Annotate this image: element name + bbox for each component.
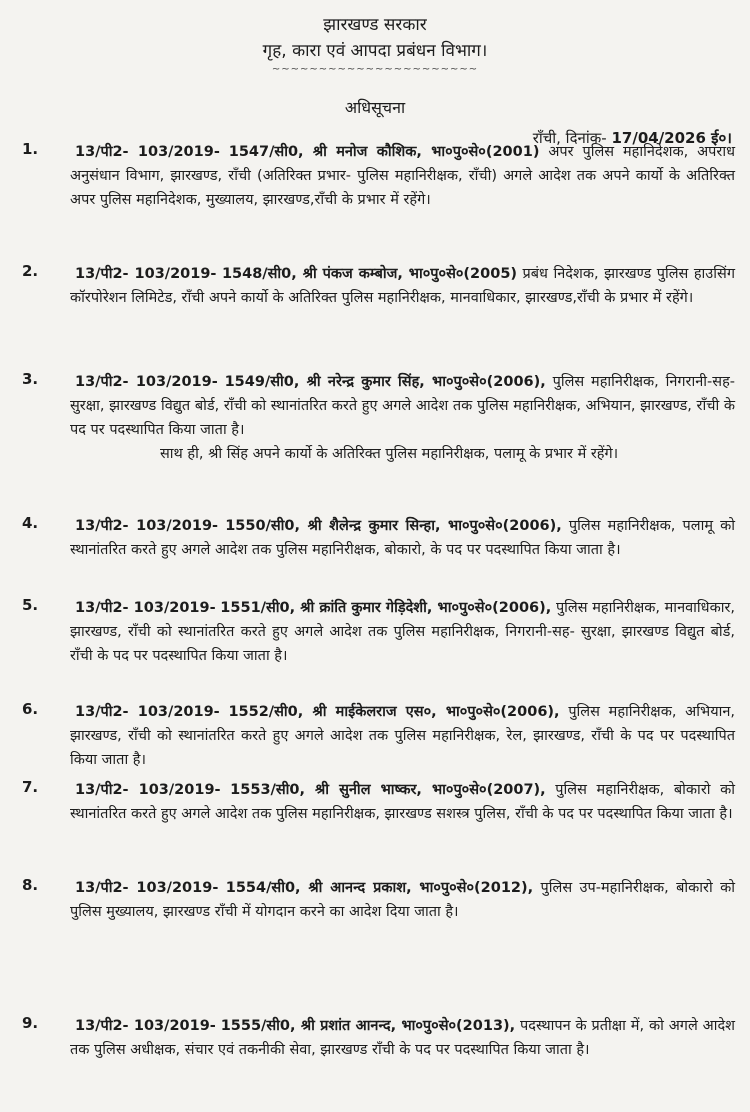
item-reference: 13/पी2- 103/2019- [75,704,220,720]
item-number: 7. [22,778,39,796]
item-text: पुलिस महानिरीक्षक, मानवाधिकार, झारखण्ड, राँची को स्थानांतरित करते हुए अगले आदेश तक पुलिस महानिरीक्षक, निगरानी-सह- सुरक्षा, झारखण्ड विद्युत बोर्ड, राँची के पद पर पदस्थापित किया जाता है। [70,600,736,664]
item-number: 8. [22,876,39,894]
item-body [70,1014,735,1062]
item-reference: 13/पी2- 103/2019- [75,374,218,390]
item-reference: 13/पी2- 103/2019- [75,880,219,896]
item-text: अपर पुलिस महानिदेशक, अपराध अनुसंधान विभाग, झारखण्ड, राँची (अतिरिक्त प्रभार- पुलिस महानिरीक्षक, राँची) अगले आदेश तक अपने कार्यो के अतिरिक्त अपर पुलिस महानिदेशक, मुख्यालय, झारखण्ड,राँची के प्रभार में रहेंगे। [70,144,736,208]
item-body [70,876,735,924]
item-memo: 1555/सी0, श्री प्रशांत आनन्द, भा०पु०से०(2013), [220,1018,516,1034]
header-ornament: ~~~~~~~~~~~~~~~~~~~~~~ [271,64,479,75]
item-body [70,140,735,212]
item-text: पुलिस महानिरीक्षक, निगरानी-सह- सुरक्षा, झारखण्ड विद्युत बोर्ड, राँची को स्थानांतरित करते हुए अगले आदेश तक पुलिस महानिरीक्षक, अभियान, झारखण्ड, राँची के पद पर पदस्थापित किया जाता है। [70,374,736,438]
item-number: 5. [22,596,39,614]
item-extra: साथ ही, श्री सिंह अपने कार्यो के अतिरिक्त पुलिस महानिरीक्षक, पलामू के प्रभार में रहेंगे। [160,446,619,462]
item-text: पुलिस महानिरीक्षक, बोकारो को स्थानांतरित करते हुए अगले आदेश तक पुलिस महानिरीक्षक, झारखण्ड सशस्त्र पुलिस, राँची के पद पर पदस्थापित किया जाता है। [70,782,735,822]
item-memo: 1553/सी0, श्री सुनील भाष्कर, भा०पु०से०(2007), [230,782,546,798]
item-body [70,778,735,826]
item-body [70,700,735,772]
date-prefix: राँची, दिनांक- [532,129,607,147]
item-body [70,514,735,562]
item-reference: 13/पी2- 103/2019- [75,600,216,616]
item-text: पुलिस उप-महानिरीक्षक, बोकारो को पुलिस मुख्यालय, झारखण्ड राँची में योगदान करने का आदेश दिया जाता है। [70,880,736,920]
item-reference: 13/पी2- 103/2019- [75,1018,216,1034]
item-body [70,262,735,310]
item-text: प्रबंध निदेशक, झारखण्ड पुलिस हाउसिंग कॉरपोरेशन लिमिटेड, राँची अपने कार्यो के अतिरिक्त पुलिस महानिरीक्षक, मानवाधिकार, झारखण्ड,राँची के प्रभार में रहेंगे। [70,266,735,306]
item-reference: 13/पी2- 103/2019- [75,266,217,282]
notification-title: अधिसूचना [344,98,406,117]
item-memo: 1549/सी0, श्री नरेन्द्र कुमार सिंह, भा०पु०से०(2006), [224,374,546,390]
notification-date: 17/04/2026 ई०। [611,129,732,147]
item-number: 3. [22,370,39,388]
item-number: 4. [22,514,39,532]
item-memo: 1550/सी0, श्री शैलेन्द्र कुमार सिन्हा, भा०पु०से०(2006), [225,518,562,534]
department-name: गृह, कारा एवं आपदा प्रबंधन विभाग। [262,41,488,61]
item-text: पुलिस महानिरीक्षक, पलामू को स्थानांतरित करते हुए अगले आदेश तक पुलिस महानिरीक्षक, बोकारो, के पद पर पदस्थापित किया जाता है। [70,518,736,558]
item-number: 6. [22,700,39,718]
item-memo: 1547/सी0, श्री मनोज कौशिक, भा०पु०से०(2001) [228,144,540,160]
item-memo: 1551/सी0, श्री क्रांति कुमार गेड़िदेशी, भा०पु०से०(2006), [220,600,552,616]
item-body [70,370,735,466]
item-reference: 13/पी2- 103/2019- [75,518,219,534]
item-number: 1. [22,140,39,158]
item-reference: 13/पी2- 103/2019- [75,782,221,798]
government-name: झारखण्ड सरकार [323,15,427,35]
item-number: 2. [22,262,39,280]
item-memo: 1548/सी0, श्री पंकज कम्बोज, भा०पु०से०(2005) [221,266,518,282]
item-text: पुलिस महानिरीक्षक, अभियान, झारखण्ड, राँची को स्थानांतरित करते हुए अगले आदेश तक पुलिस महानिरीक्षक, रेल, झारखण्ड, राँची के पद पर पदस्थापित किया जाता है। [70,704,736,768]
item-memo: 1554/सी0, श्री आनन्द प्रकाश, भा०पु०से०(2012), [225,880,534,896]
item-memo: 1552/सी0, श्री माईकेलराज एस०, भा०पु०से०(2006), [228,704,560,720]
item-number: 9. [22,1014,39,1032]
item-body [70,596,735,668]
item-text: पदस्थापन के प्रतीक्षा में, को अगले आदेश तक पुलिस अधीक्षक, संचार एवं तकनीकी सेवा, झारखण्ड राँची के पद पर पदस्थापित किया जाता है। [70,1018,736,1058]
item-reference: 13/पी2- 103/2019- [75,144,220,160]
